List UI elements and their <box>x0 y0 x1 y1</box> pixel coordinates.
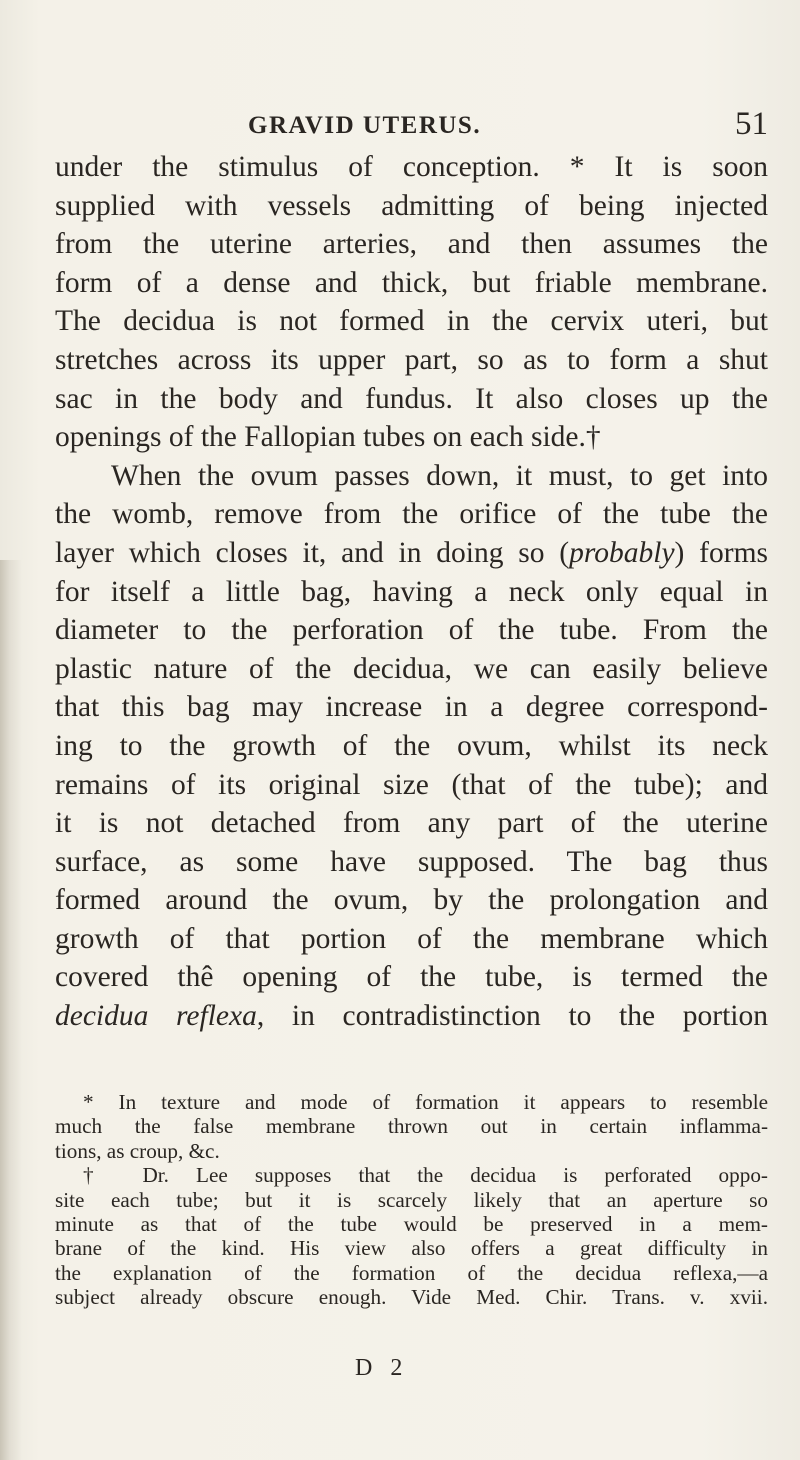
footnote-line: subject already obscure enough. Vide Med. Chir. Trans. v. xvii. <box>55 1285 768 1310</box>
text-line: supplied with vessels admitting of being injected <box>55 189 768 222</box>
footnote-line: site each tube; but it is scarcely likely that an aperture so <box>55 1187 768 1212</box>
text-line: decidua reflexa, in contradistinction to the portion <box>55 1000 768 1033</box>
body-text <box>55 148 768 1036</box>
text-line: layer which closes it, and in doing so (probably) forms <box>55 536 768 569</box>
text-line: surface, as some have supposed. The bag thus <box>55 845 768 878</box>
footnote-line: minute as that of the tube would be preserved in a mem- <box>55 1211 768 1236</box>
text-line: plastic nature of the decidua, we can easily believe <box>55 652 768 685</box>
footnote-line: * In texture and mode of formation it appears to resemble <box>83 1090 768 1114</box>
text-line: openings of the Fallopian tubes on each side.† <box>55 421 601 454</box>
footnotes <box>55 1090 768 1310</box>
text-line: from the uterine arteries, and then assumes the <box>55 228 768 261</box>
binding-shadow <box>0 560 22 1460</box>
paragraph-start-line: When the ovum passes down, it must, to get into <box>111 459 768 492</box>
text-line: The decidua is not formed in the cervix uteri, but <box>55 305 768 338</box>
text-line: the womb, remove from the orifice of the tube the <box>55 498 768 531</box>
page-number: 51 <box>735 106 768 142</box>
footnote-line: tions, as croup, &c. <box>55 1138 220 1163</box>
page-header <box>248 106 768 146</box>
text-line: remains of its original size (that of the tube); and <box>55 768 768 801</box>
text-line: diameter to the perforation of the tube. From the <box>55 614 768 647</box>
text-line: it is not detached from any part of the uterine <box>55 807 768 840</box>
text-line: formed around the ovum, by the prolongation and <box>55 884 768 917</box>
text-line: that this bag may increase in a degree correspond- <box>55 691 768 724</box>
text-line: for itself a little bag, having a neck only equal in <box>55 575 768 608</box>
text-line: under the stimulus of conception. * It is soon <box>55 151 768 183</box>
footnote-line: much the false membrane thrown out in certain inflamma- <box>55 1114 768 1139</box>
text-line: ing to the growth of the ovum, whilst its neck <box>55 729 768 762</box>
text-line: stretches across its upper part, so as to form a shut <box>55 343 768 376</box>
text-line: growth of that portion of the membrane which <box>55 922 768 955</box>
footnote-line: the explanation of the formation of the decidua reflexa,—a <box>55 1260 768 1285</box>
running-head: GRAVID UTERUS. <box>248 112 482 139</box>
footnote-line: † Dr. Lee supposes that the decidua is perforated oppo- <box>83 1163 768 1188</box>
footnote-line: brane of the kind. His view also offers a great difficulty in <box>55 1236 768 1261</box>
text-line: covered thê opening of the tube, is termed the <box>55 961 768 994</box>
signature-mark: D 2 <box>355 1355 409 1381</box>
text-line: form of a dense and thick, but friable membrane. <box>55 266 768 299</box>
text-line: sac in the body and fundus. It also closes up the <box>55 382 768 415</box>
